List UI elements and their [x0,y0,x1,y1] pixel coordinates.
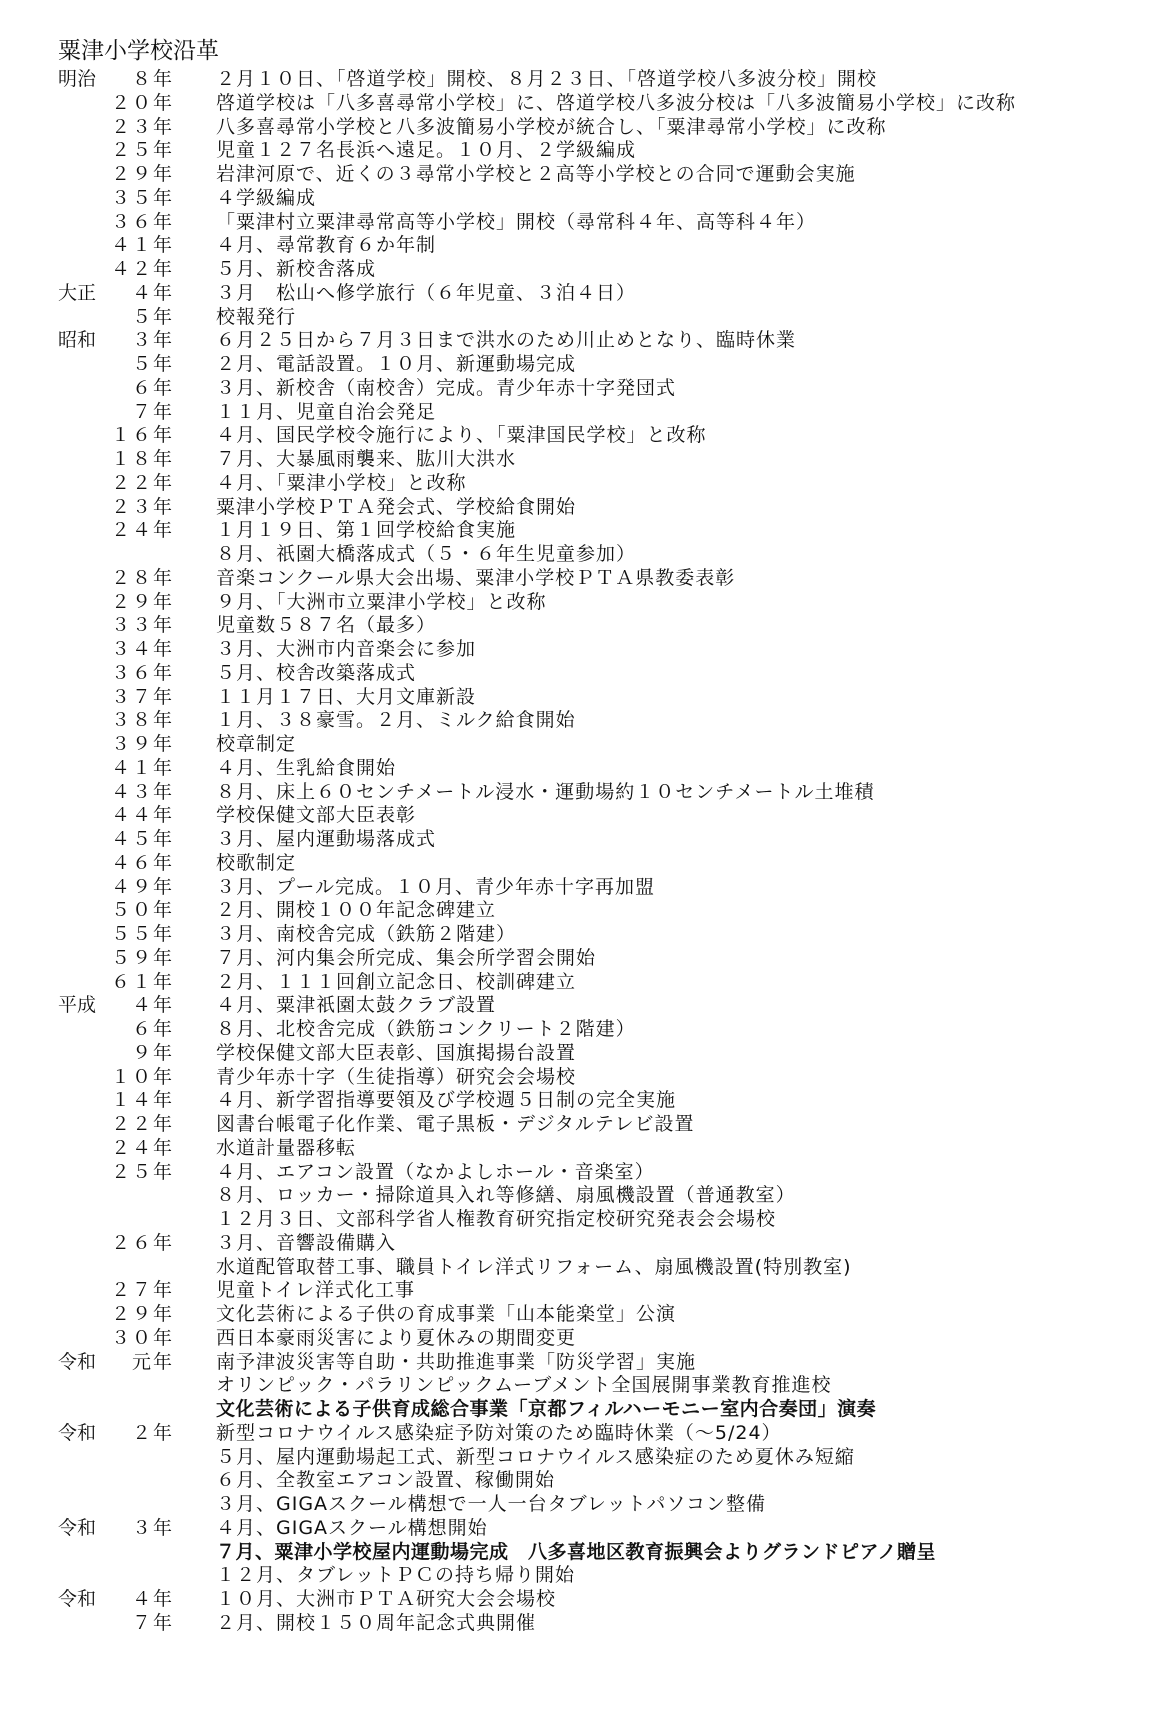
event-text: ３月 松山へ修学旅行（６年児童、３泊４日） [216,281,637,304]
history-row [58,92,1118,116]
history-row [58,852,1118,876]
year-label: ５０年 [110,899,174,922]
event-text: 児童１２７名長浜へ遠足。１０月、２学級編成 [216,139,637,162]
event-text: ２月、開校１５０周年記念式典開催 [216,1611,537,1634]
event-text: ５月、新校舎落成 [216,258,377,280]
event-text: １０月、大洲市ＰＴＡ研究大会会場校 [216,1588,557,1610]
event-text: １１月、児童自治会発足 [216,400,437,423]
year-label: ４年 [131,994,174,1017]
history-row [58,1208,1118,1232]
year-label: ６年 [131,376,174,399]
history-row [58,377,1118,401]
event-text: ５月、校舎改築落成式 [216,661,417,684]
history-row [58,733,1118,757]
year-label: ２３年 [110,115,174,138]
event-text: 学校保健文部大臣表彰、国旗掲揚台設置 [216,1041,577,1064]
event-text: 図書台帳電子化作業、電子黒板・デジタルテレビ設置 [216,1113,695,1135]
history-row [58,424,1118,448]
history-row [58,472,1118,496]
event-text: 児童数５８７名（最多） [216,614,437,637]
history-row [58,1446,1118,1470]
history-row [58,757,1118,781]
year-label: ３４年 [110,638,174,660]
event-text: １１月１７日、大月文庫新設 [216,685,477,708]
event-text: 校章制定 [216,733,297,755]
history-row [58,211,1118,235]
event-text: ２月１０日、「啓道学校」開校、８月２３日、「啓道学校八多波分校」開校 [216,68,878,90]
history-row [58,1351,1118,1375]
year-label: ８年 [131,68,174,90]
year-label: ３７年 [110,685,174,708]
year-label: ２５年 [110,1160,174,1183]
event-text: １月、３８豪雪。２月、ミルク給食開始 [216,709,576,732]
year-label: ２５年 [110,139,174,162]
year-label: ４１年 [110,756,174,779]
event-text: 校歌制定 [216,851,297,874]
history-row [58,282,1118,306]
era-label: 昭和 [58,329,97,352]
year-label: ５９年 [110,946,174,969]
event-text: ７月、河内集会所完成、集会所学習会開始 [216,946,597,969]
history-row [58,1018,1118,1042]
event-text: ３月、屋内運動場落成式 [216,828,437,850]
history-row [58,306,1118,330]
year-label: ３８年 [110,709,174,732]
year-label: ２２年 [110,1113,174,1135]
event-text: ４月、粟津祇園太鼓クラブ設置 [216,994,497,1017]
history-row [58,1161,1118,1185]
year-label: ２４年 [110,1136,174,1159]
year-label: ２８年 [110,566,174,589]
event-text: 水道計量器移転 [216,1136,357,1159]
year-label: ４年 [131,1588,174,1610]
event-text: ３月、プール完成。１０月、青少年赤十字再加盟 [216,875,656,898]
year-label: ２３年 [110,495,174,518]
event-text: オリンピック・パラリンピックムーブメント全国展開事業教育推進校 [216,1374,832,1397]
event-text: 「粟津村立粟津尋常高等小学校」開校（尋常科４年、高等科４年） [216,210,817,233]
event-text: ３月、南校舎完成（鉄筋２階建） [216,923,517,945]
event-text: ２月、１１１回創立記念日、校訓碑建立 [216,970,577,993]
event-text: 岩津河原で、近くの３尋常小学校と２高等小学校との合同で運動会実施 [216,163,856,185]
year-label: ２７年 [110,1279,174,1302]
year-label: ６１年 [110,970,174,993]
year-label: ３０年 [110,1326,174,1349]
year-label: ５年 [131,305,174,328]
event-text: 粟津小学校ＰＴＡ発会式、学校給食開始 [216,495,577,518]
history-list [58,68,1118,1636]
year-label: ４５年 [110,828,174,850]
history-row [58,971,1118,995]
event-text: ４月、尋常教育６か年制 [216,234,437,257]
history-row [58,448,1118,472]
event-text: ９月、「大洲市立粟津小学校」と改称 [216,590,547,613]
event-text: 学校保健文部大臣表彰 [216,804,417,827]
year-label: ７年 [131,400,174,423]
history-row [58,709,1118,733]
history-row [58,401,1118,425]
year-label: ４年 [131,281,174,304]
year-label: ４２年 [110,258,174,280]
year-label: ６年 [131,1018,174,1040]
history-row [58,994,1118,1018]
event-text: ５月、屋内運動場起工式、新型コロナウイルス感染症のため夏休み短縮 [216,1445,855,1468]
year-label: １８年 [110,448,174,470]
event-text: ７月、粟津小学校屋内運動場完成 八多喜地区教育振興会よりグランドピアノ贈呈 [216,1540,936,1563]
event-text: ４月、エアコン設置（なかよしホール・音楽室） [216,1160,655,1183]
history-row [58,1469,1118,1493]
history-row [58,1137,1118,1161]
year-label: ７年 [131,1611,174,1634]
event-text: ８月、祇園大橋落成式（５・６年生児童参加） [216,543,637,565]
year-label: ２９年 [110,1303,174,1325]
history-row [58,1184,1118,1208]
event-text: ６月、全教室エアコン設置、稼働開始 [216,1469,556,1492]
history-row [58,234,1118,258]
history-document [58,36,1118,1636]
event-text: １２月３日、文部科学省人権教育研究指定校研究発表会会場校 [216,1208,777,1230]
year-label: ４１年 [110,234,174,257]
history-row [58,1256,1118,1280]
history-row [58,899,1118,923]
event-text: ４月、生乳給食開始 [216,756,397,779]
event-text: 文化芸術による子供の育成事業「山本能楽堂」公演 [216,1303,677,1325]
history-row [58,591,1118,615]
event-text: 西日本豪雨災害により夏休みの期間変更 [216,1326,577,1349]
event-text: ４月、「粟津小学校」と改称 [216,471,467,494]
history-row [58,923,1118,947]
history-row [58,1279,1118,1303]
event-text: ８月、ロッカー・掃除道具入れ等修繕、扇風機設置（普通教室） [216,1184,796,1207]
history-row [58,1564,1118,1588]
era-label: 平成 [58,994,97,1017]
era-label: 令和 [58,1588,97,1610]
event-text: 音楽コンクール県大会出場、粟津小学校ＰＴＡ県教委表彰 [216,566,736,589]
year-label: ４４年 [110,804,174,827]
event-text: 水道配管取替工事、職員トイレ洋式リフォーム、扇風機設置(特別教室) [216,1255,852,1278]
history-row [58,1398,1118,1422]
year-label: ２９年 [110,163,174,185]
history-row [58,1327,1118,1351]
history-row [58,519,1118,543]
year-label: １６年 [110,424,174,447]
year-label: ２４年 [110,519,174,542]
event-text: ３月、新校舎（南校舎）完成。青少年赤十字発団式 [216,376,677,399]
event-text: ８月、床上６０センチメートル浸水・運動場約１０センチメートル土堆積 [216,780,875,803]
year-label: ２年 [131,1421,174,1444]
history-row [58,187,1118,211]
year-label: ３年 [131,329,174,352]
history-row [58,116,1118,140]
year-label: 元年 [131,1350,174,1373]
year-label: ３年 [131,1516,174,1539]
year-label: ９年 [131,1041,174,1064]
history-row [58,876,1118,900]
history-row [58,139,1118,163]
year-label: ２９年 [110,590,174,613]
history-row [58,1113,1118,1137]
history-row [58,258,1118,282]
history-row [58,638,1118,662]
year-label: ３６年 [110,661,174,684]
event-text: ２月、電話設置。１０月、新運動場完成 [216,353,577,375]
event-text: 南予津波災害等自助・共助推進事業「防災学習」実施 [216,1350,697,1373]
history-row [58,329,1118,353]
history-row [58,1303,1118,1327]
event-text: ４学級編成 [216,186,317,209]
history-row [58,1042,1118,1066]
history-row [58,68,1118,92]
history-row [58,1541,1118,1565]
year-label: ２６年 [110,1231,174,1254]
event-text: 八多喜尋常小学校と八多波簡易小学校が統合し、「粟津尋常小学校」に改称 [216,115,887,138]
event-text: 新型コロナウイルス感染症予防対策のため臨時休業（～5/24） [216,1421,782,1444]
history-row [58,781,1118,805]
history-row [58,662,1118,686]
event-text: ７月、大暴風雨襲来、肱川大洪水 [216,448,517,470]
history-row [58,567,1118,591]
history-row [58,1089,1118,1113]
history-row [58,947,1118,971]
event-text: １月１９日、第１回学校給食実施 [216,519,517,542]
event-text: １２月、タブレットＰＣの持ち帰り開始 [216,1564,576,1587]
year-label: ２０年 [110,91,174,114]
event-text: ３月、音響設備購入 [216,1231,397,1254]
year-label: ２２年 [110,471,174,494]
event-text: ４月、新学習指導要領及び学校週５日制の完全実施 [216,1089,677,1112]
event-text: ４月、国民学校令施行により、「粟津国民学校」と改称 [216,424,707,447]
year-label: ４３年 [110,780,174,803]
history-row [58,828,1118,852]
document-title: 粟津小学校沿革 [58,38,219,64]
event-text: 啓道学校は「八多喜尋常小学校」に、啓道学校八多波分校は「八多波簡易小学校」に改称 [216,91,1017,114]
event-text: 校報発行 [216,305,297,328]
year-label: ５５年 [110,923,174,945]
year-label: ３５年 [110,186,174,209]
history-row [58,543,1118,567]
year-label: ４６年 [110,851,174,874]
event-text: ８月、北校舎完成（鉄筋コンクリート２階建） [216,1018,636,1040]
year-label: ５年 [131,353,174,375]
history-row [58,1612,1118,1636]
history-row [58,686,1118,710]
history-row [58,1422,1118,1446]
event-text: 青少年赤十字（生徒指導）研究会会場校 [216,1065,577,1088]
history-row [58,1232,1118,1256]
event-text: ４月、GIGAスクール構想開始 [216,1516,488,1539]
history-row [58,353,1118,377]
year-label: ３３年 [110,614,174,637]
event-text: ３月、GIGAスクール構想で一人一台タブレットパソコン整備 [216,1493,766,1515]
year-label: １４年 [110,1089,174,1112]
year-label: ４９年 [110,875,174,898]
event-text: 文化芸術による子供育成総合事業「京都フィルハーモニー室内合奏団」演奏 [216,1398,877,1420]
history-row [58,804,1118,828]
history-row [58,163,1118,187]
history-row [58,1066,1118,1090]
year-label: １０年 [110,1065,174,1088]
event-text: ２月、開校１００年記念碑建立 [216,899,497,922]
history-row [58,1588,1118,1612]
history-row [58,614,1118,638]
era-label: 明治 [58,68,97,90]
history-row [58,1517,1118,1541]
year-label: ３９年 [110,733,174,755]
history-row [58,1493,1118,1517]
era-label: 令和 [58,1516,97,1539]
event-text: ６月２５日から７月３日まで洪水のため川止めとなり、臨時休業 [216,329,797,352]
era-label: 令和 [58,1421,97,1444]
era-label: 大正 [58,281,97,304]
history-row [58,1374,1118,1398]
history-row [58,496,1118,520]
event-text: 児童トイレ洋式化工事 [216,1279,416,1302]
era-label: 令和 [58,1350,97,1373]
event-text: ３月、大洲市内音楽会に参加 [216,638,477,660]
year-label: ３６年 [110,210,174,233]
